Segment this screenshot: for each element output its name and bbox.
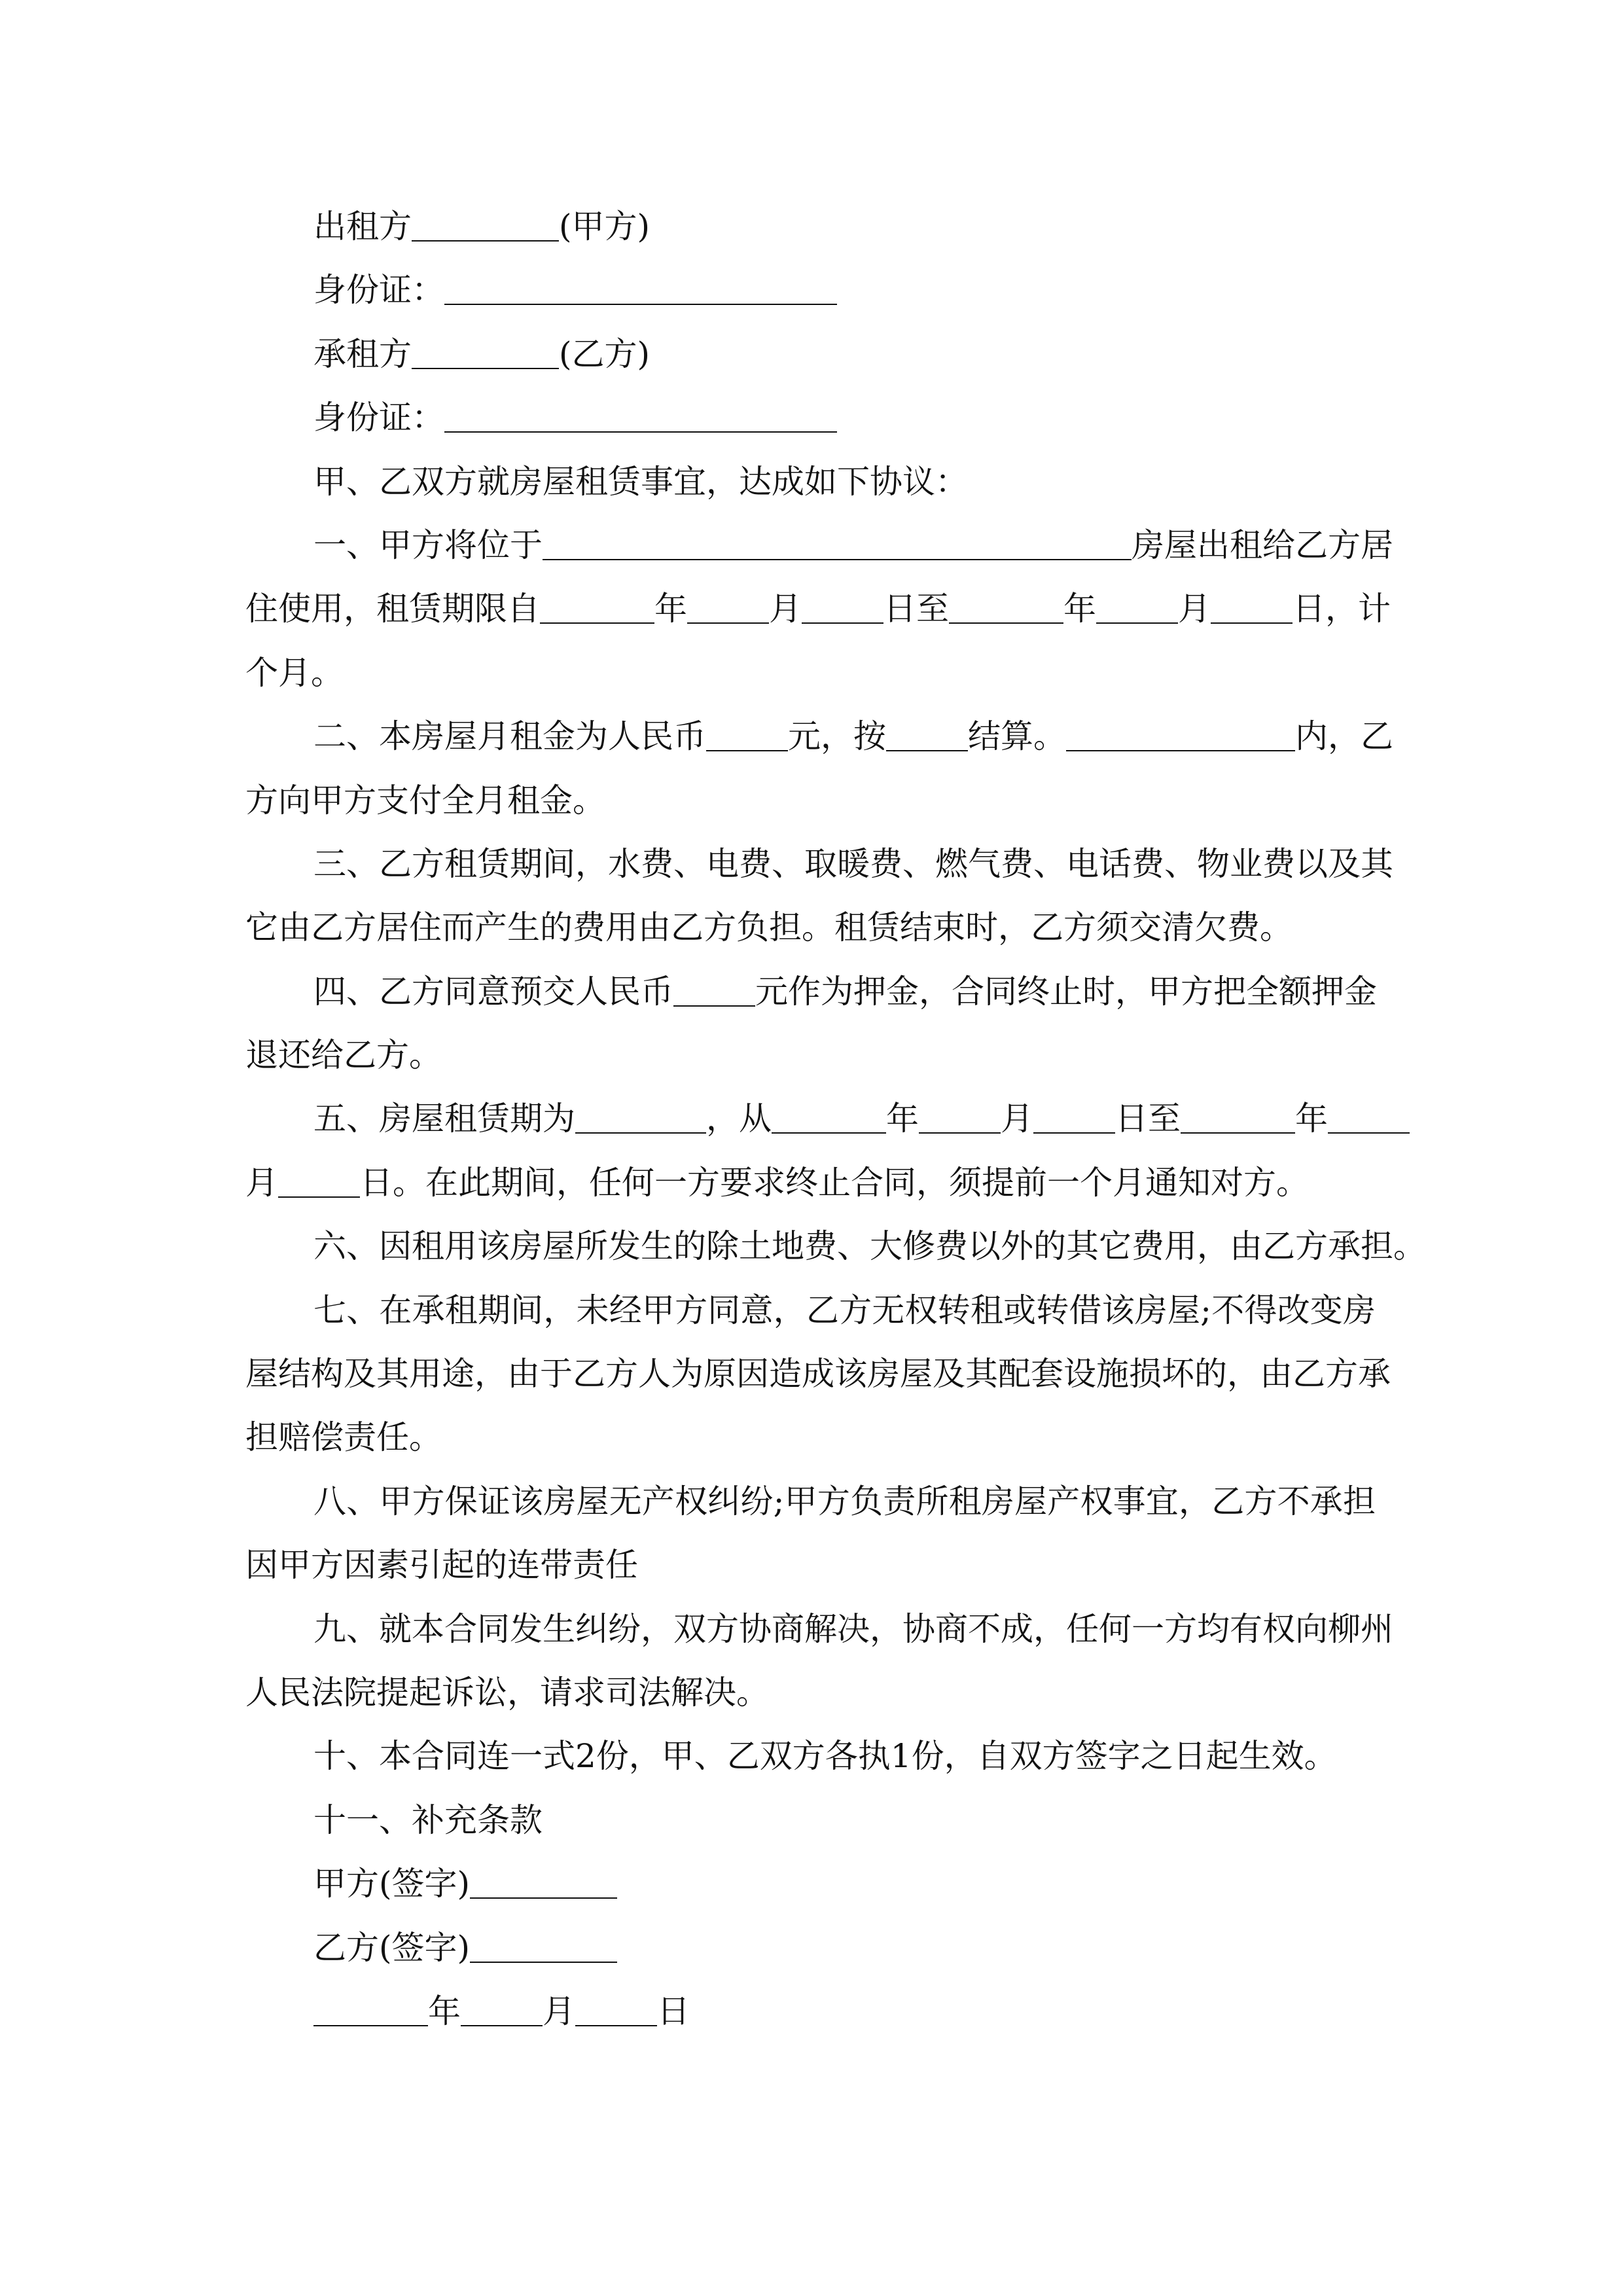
fill-in-blank [1328,1100,1410,1134]
fill-in-blank [470,1865,617,1899]
fill-in-blank [278,1164,360,1198]
fill-in-blank [412,207,559,242]
fill-in-blank [412,335,559,369]
lessor-id-line: 身份证： [245,259,1376,322]
lessee-line: 承租方 (乙方) [313,334,651,373]
fill-in-blank [461,1992,543,2026]
clause-11: 十一、补充条款 [313,1801,543,1839]
fill-in-blank [444,399,837,433]
fill-in-blank [949,590,1063,624]
clause-1-line-3: 个月。 [245,653,344,692]
fill-in-blank [470,1929,617,1963]
fill-in-blank [1066,717,1295,751]
clause-8-line-2: 因甲方因素引起的连带责任 [245,1546,638,1585]
party-a-signature: 甲方(签字) [245,1852,1376,1916]
clause-5-line-1: 五、房屋租赁期为 ，从 年 月 日至 年 [245,1087,1376,1151]
fill-in-blank [444,271,837,305]
clause-1-line-1: 一、甲方将位于 房屋出租给乙方居 [313,526,1393,564]
clause-5-line-2: 月 日。在此期间，任何一方要求终止合同，须提前一个月通知对方。 [245,1163,1309,1202]
clause-3-line-1: 三、乙方租赁期间，水费、电费、取暖费、燃气费、电话费、物业费以及其 [313,844,1393,883]
fill-in-blank [575,1992,657,2026]
clause-7-line-2: 屋结构及其用途，由于乙方人为原因造成该房屋及其配套设施损坏的，由乙方承 [245,1355,1391,1393]
fill-in-blank [1211,590,1293,624]
clause-9-line-2: 人民法院提起诉讼，请求司法解决。 [245,1673,769,1712]
contract-page [245,195,1426,2043]
clause-8-line-1: 八、甲方保证该房屋无产权纠纷;甲方负责所租房屋产权事宜，乙方不承担 [313,1482,1376,1520]
fill-in-blank [687,590,769,624]
agreement-intro: 甲、乙双方就房屋租赁事宜，达成如下协议： [313,462,968,501]
clause-4-line-1: 四、乙方同意预交人民币 元作为押金，合同终止时，甲方把全额押金 [313,972,1377,1011]
lessee-id-line: 身份证： [245,386,1376,450]
clause-7-line-1: 七、在承租期间，未经甲方同意，乙方无权转租或转借该房屋;不得改变房 [313,1291,1376,1329]
signing-date: 年 月 日 [245,1980,1376,2043]
fill-in-blank [1181,1100,1295,1134]
fill-in-blank [706,717,788,751]
clause-10: 十、本合同连一式2份，甲、乙双方各执1份，自双方签字之日起生效。 [313,1737,1337,1776]
fill-in-blank [886,717,968,751]
clause-6: 六、因租用该房屋所发生的除土地费、大修费以外的其它费用，由乙方承担。 [313,1227,1426,1266]
party-b-signature: 乙方(签字) [245,1916,1376,1980]
fill-in-blank [802,590,883,624]
clause-7-line-3: 担赔偿责任。 [245,1418,442,1457]
clause-4-line-2: 退还给乙方。 [245,1036,442,1075]
fill-in-blank [772,1100,886,1134]
fill-in-blank [543,526,1132,560]
clause-9-line-1: 九、就本合同发生纠纷，双方协商解决，协商不成，任何一方均有权向柳州 [313,1609,1393,1648]
fill-in-blank [575,1100,706,1134]
fill-in-blank [1096,590,1178,624]
clause-2-line-2: 方向甲方支付全月租金。 [245,781,605,819]
clause-1-line-2: 住使用，租赁期限自 年 月 日至 年 月 日，计 [245,590,1391,628]
fill-in-blank [313,1992,428,2026]
fill-in-blank [1033,1100,1115,1134]
lessor-line: 出租方 (甲方) [313,207,651,245]
clause-2-line-1: 二、本房屋月租金为人民币 元，按 结算。 内，乙 [313,717,1393,756]
fill-in-blank [673,973,755,1007]
fill-in-blank [540,590,654,624]
clause-3-line-2: 它由乙方居住而产生的费用由乙方负担。租赁结束时，乙方须交清欠费。 [245,908,1293,947]
fill-in-blank [919,1100,1001,1134]
